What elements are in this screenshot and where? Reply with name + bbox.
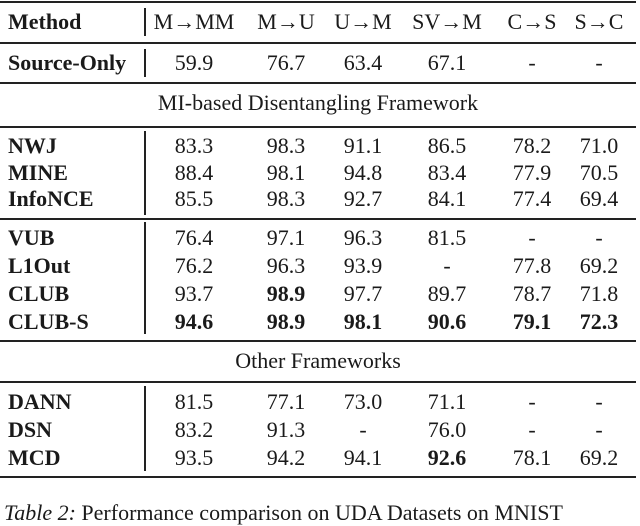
column-header: SV→M (412, 9, 482, 34)
value-cell: 78.2 (512, 133, 552, 158)
value-cell: 98.3 (266, 133, 306, 158)
value-cell: 77.8 (512, 253, 552, 278)
table-row (0, 133, 640, 159)
value-cell: 98.3 (266, 186, 306, 211)
table-row (0, 253, 640, 279)
value-cell: 79.1 (512, 309, 552, 334)
value-cell: 85.5 (174, 186, 214, 211)
method-name: Source-Only (8, 50, 127, 75)
table-row (0, 50, 640, 76)
method-name: InfoNCE (8, 186, 94, 211)
header-row (0, 9, 640, 35)
group-divider-rule (0, 218, 636, 220)
value-cell: 76.0 (427, 417, 467, 442)
value-cell: 93.5 (174, 445, 214, 470)
method-name: VUB (8, 225, 55, 250)
value-cell: 96.3 (343, 225, 383, 250)
value-cell: 88.4 (174, 160, 214, 185)
value-cell: 98.9 (266, 309, 306, 334)
value-cell: - (443, 253, 451, 278)
value-cell: 77.9 (512, 160, 552, 185)
value-cell: 83.3 (174, 133, 214, 158)
value-cell: - (595, 50, 603, 75)
column-header: M→U (257, 9, 315, 34)
value-cell: 67.1 (427, 50, 467, 75)
value-cell: 86.5 (427, 133, 467, 158)
value-cell: 69.2 (579, 445, 619, 470)
value-cell: 91.3 (266, 417, 306, 442)
value-cell: 96.3 (266, 253, 306, 278)
value-cell: 69.4 (579, 186, 619, 211)
value-cell: 77.4 (512, 186, 552, 211)
value-cell: 92.6 (427, 445, 467, 470)
value-cell: 83.4 (427, 160, 467, 185)
table-row (0, 186, 640, 212)
method-name: CLUB (8, 281, 70, 306)
header-rule (0, 42, 636, 44)
value-cell: 98.1 (343, 309, 383, 334)
value-cell: 84.1 (427, 186, 467, 211)
value-cell: 76.7 (266, 50, 306, 75)
value-cell: - (595, 389, 603, 414)
method-name: MCD (8, 445, 61, 470)
value-cell: - (595, 417, 603, 442)
value-cell: 93.9 (343, 253, 383, 278)
value-cell: 98.9 (266, 281, 306, 306)
section-title: MI-based Disentangling Framework (157, 90, 479, 115)
value-cell: 59.9 (174, 50, 214, 75)
method-name: DSN (8, 417, 53, 442)
column-header: U→M (334, 9, 392, 34)
top-rule (0, 1, 636, 3)
table-row (0, 309, 640, 335)
column-header: S→C (574, 9, 624, 34)
value-cell: 97.1 (266, 225, 306, 250)
table-caption (4, 500, 563, 526)
value-cell: 83.2 (174, 417, 214, 442)
column-header: Method (8, 9, 82, 34)
table-row (0, 389, 640, 415)
value-cell: 81.5 (174, 389, 214, 414)
value-cell: 71.1 (427, 389, 467, 414)
value-cell: 73.0 (343, 389, 383, 414)
method-name: DANN (8, 389, 72, 414)
value-cell: 91.1 (343, 133, 383, 158)
value-cell: 77.1 (266, 389, 306, 414)
value-cell: - (528, 50, 536, 75)
table-row (0, 225, 640, 251)
value-cell: 78.7 (512, 281, 552, 306)
value-cell: 71.0 (579, 133, 619, 158)
value-cell: 92.7 (343, 186, 383, 211)
value-cell: 89.7 (427, 281, 467, 306)
value-cell: 78.1 (512, 445, 552, 470)
method-name: L1Out (8, 253, 71, 278)
table-row (0, 445, 640, 471)
section-1-rule (0, 126, 636, 128)
value-cell: 71.8 (579, 281, 619, 306)
value-cell: 94.1 (343, 445, 383, 470)
section-title: Other Frameworks (235, 348, 401, 373)
section-1-end-rule (0, 340, 636, 342)
value-cell: 72.3 (579, 309, 619, 334)
method-name: NWJ (8, 133, 57, 158)
method-name: CLUB-S (8, 309, 89, 334)
source-only-rule (0, 82, 636, 84)
value-cell: - (528, 225, 536, 250)
value-cell: 76.4 (174, 225, 214, 250)
table-row (0, 281, 640, 307)
caption-label: Table 2: (4, 500, 76, 525)
value-cell: 70.5 (579, 160, 619, 185)
column-header: M→MM (153, 9, 235, 34)
value-cell: 94.8 (343, 160, 383, 185)
value-cell: 97.7 (343, 281, 383, 306)
method-name: MINE (8, 160, 68, 185)
value-cell: - (528, 417, 536, 442)
value-cell: - (595, 225, 603, 250)
value-cell: - (359, 417, 367, 442)
value-cell: - (528, 389, 536, 414)
value-cell: 98.1 (266, 160, 306, 185)
column-header: C→S (507, 9, 557, 34)
value-cell: 90.6 (427, 309, 467, 334)
section-2-rule (0, 381, 636, 383)
bottom-rule (0, 476, 636, 478)
table-row (0, 160, 640, 186)
caption-text: Performance comparison on UDA Datasets on MNIST (75, 500, 563, 525)
value-cell: 94.2 (266, 445, 306, 470)
table-row (0, 417, 640, 443)
value-cell: 76.2 (174, 253, 214, 278)
value-cell: 81.5 (427, 225, 467, 250)
value-cell: 69.2 (579, 253, 619, 278)
value-cell: 94.6 (174, 309, 214, 334)
value-cell: 93.7 (174, 281, 214, 306)
value-cell: 63.4 (343, 50, 383, 75)
